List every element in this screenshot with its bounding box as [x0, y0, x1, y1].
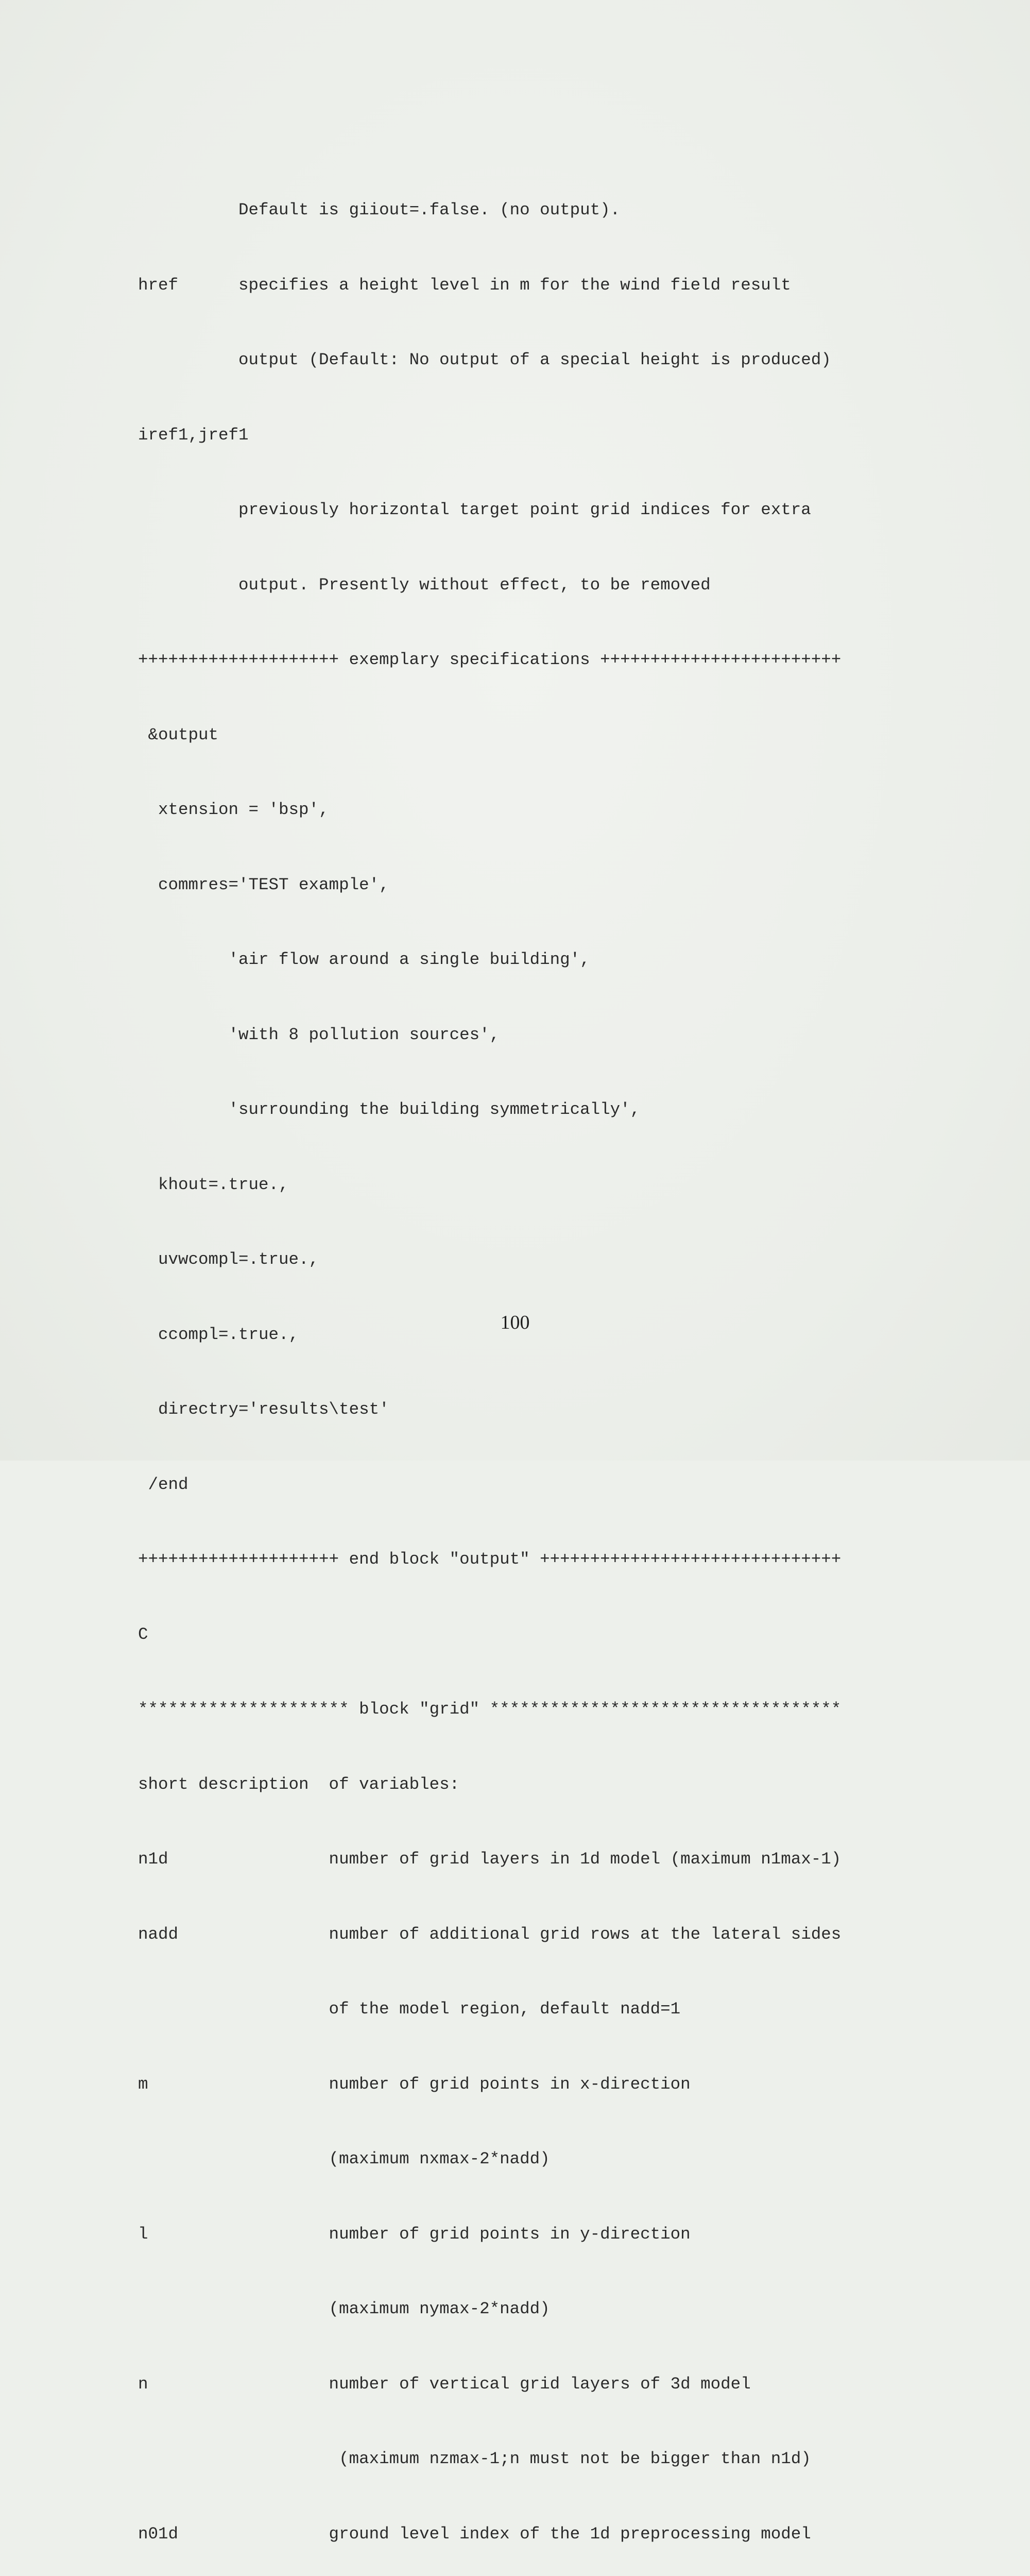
text-line: iref1,jref1: [138, 425, 249, 445]
section-separator: ++++++++++++++++++++ end block "output" ++++++++++++++++++++++++++++++: [138, 1550, 842, 1569]
text-line: href specifies a height level in m for the wind field result: [138, 275, 791, 295]
text-line: previously horizontal target point grid indices for extra: [138, 500, 811, 519]
text-line: &output: [138, 725, 219, 744]
text-line: ccompl=.true.,: [138, 1325, 299, 1344]
text-line: xtension = 'bsp',: [138, 800, 329, 819]
text-line: /end: [138, 1475, 188, 1494]
text-line: n1d number of grid layers in 1d model (maximum n1max-1): [138, 1850, 842, 1869]
section-separator: ********************* block "grid" ***********************************: [138, 1700, 842, 1719]
text-line: 'surrounding the building symmetrically',: [138, 1100, 641, 1119]
text-line: n number of vertical grid layers of 3d model: [138, 2374, 751, 2394]
page-number: 100: [500, 1312, 530, 1333]
text-line: khout=.true.,: [138, 1175, 289, 1194]
code-listing: [138, 148, 931, 2576]
text-line: commres='TEST example',: [138, 875, 389, 894]
text-line: uvwcompl=.true.,: [138, 1250, 319, 1269]
text-line: 'with 8 pollution sources',: [138, 1025, 500, 1044]
text-line: C: [138, 1624, 148, 1644]
text-line: m number of grid points in x-direction: [138, 2074, 691, 2094]
text-line: directry='results\test': [138, 1400, 389, 1419]
text-line: (maximum nxmax-2*nadd): [138, 2149, 550, 2168]
text-line: (maximum nzmax-1;n must not be bigger than n1d): [138, 2449, 811, 2468]
text-line: (maximum nymax-2*nadd): [138, 2299, 550, 2318]
text-line: l number of grid points in y-direction: [138, 2224, 691, 2244]
text-line: n01d ground level index of the 1d preprocessing model: [138, 2524, 811, 2544]
text-line: short description of variables:: [138, 1774, 460, 1794]
text-line: 'air flow around a single building',: [138, 950, 590, 969]
text-line: output. Presently without effect, to be removed: [138, 575, 711, 595]
text-line: nadd number of additional grid rows at the lateral sides: [138, 1924, 842, 1944]
text-line: Default is giiout=.false. (no output).: [138, 200, 621, 219]
text-line: of the model region, default nadd=1: [138, 1999, 681, 2019]
text-line: output (Default: No output of a special height is produced): [138, 350, 831, 369]
section-separator: ++++++++++++++++++++ exemplary specifications ++++++++++++++++++++++++: [138, 650, 842, 669]
